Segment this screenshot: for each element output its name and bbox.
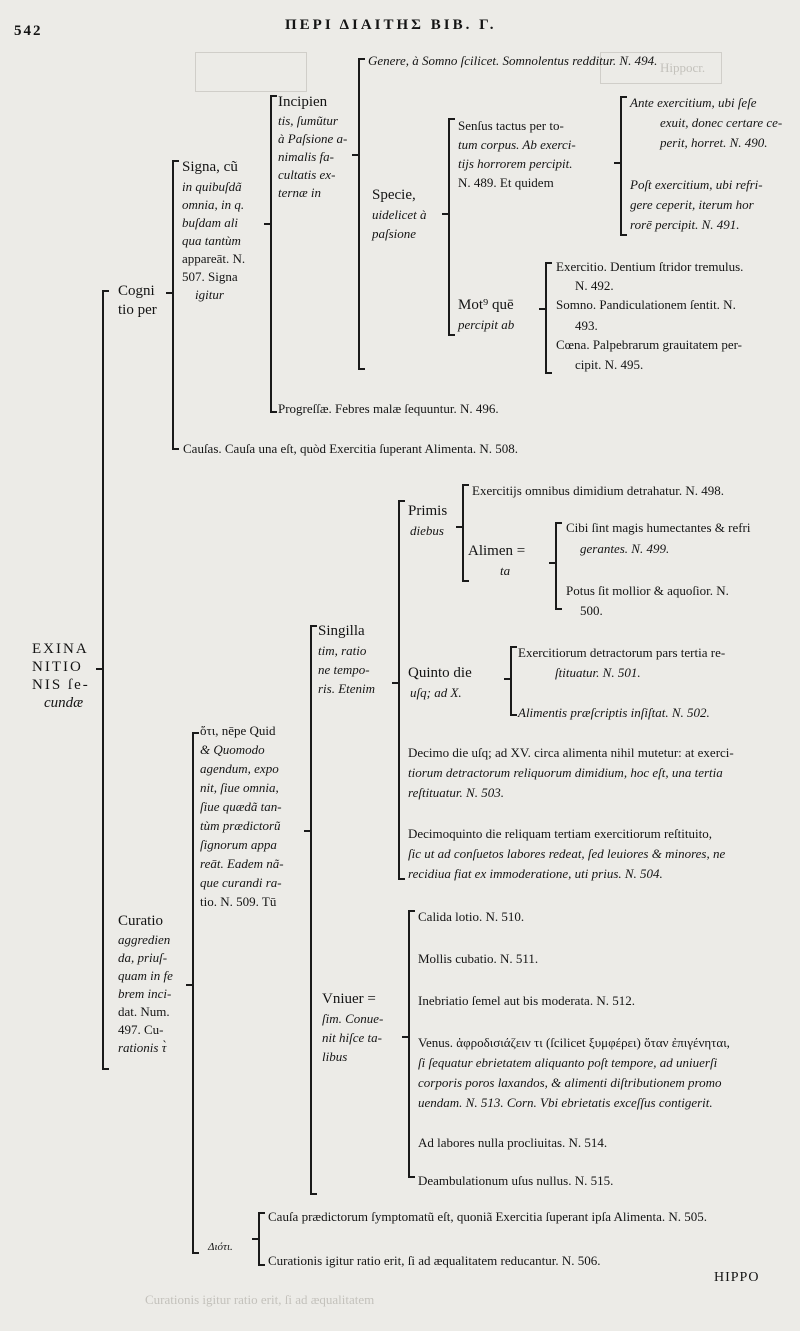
primis-brace	[462, 484, 464, 582]
signa-brace	[270, 95, 272, 413]
causas-text: Cauſas. Cauſa una eſt, quòd Exercitia ſuperant Alimenta. N. 508.	[183, 441, 519, 456]
progressae-text: Progreſſæ. Febres malæ ſequuntur. N. 496.	[278, 401, 499, 416]
curatio-brace	[192, 732, 194, 1254]
mollis-text: Mollis cubatio. N. 511.	[418, 951, 539, 966]
labores-text: Ad labores nulla procliuitas. N. 514.	[418, 1135, 608, 1150]
alimenta-brace	[555, 522, 557, 610]
exercitijs-text: Exercitijs omnibus dimidium detrahatur. N. 498.	[472, 483, 725, 498]
sensus-brace	[620, 96, 622, 236]
bleed-through-text: Hippocr.	[660, 60, 706, 75]
bleed-through-box	[195, 52, 307, 92]
bleed-through-text: Curationis igitur ratio erit, ſi ad æqualitatem	[145, 1292, 375, 1307]
inebriatio-text: Inebriatio ſemel aut bis moderata. N. 512.	[418, 993, 635, 1008]
calida-text: Calida lotio. N. 510.	[418, 909, 525, 924]
motus-brace	[545, 262, 547, 374]
singillatim-brace	[398, 500, 400, 880]
dioti-curationis-text: Curationis igitur ratio erit, ſi ad æqualitatem reducantur. N. 506.	[268, 1253, 601, 1268]
dioti-brace	[258, 1212, 260, 1266]
book-page: Hippocr. Curationis igitur ratio erit, ſi ad æqualitatem 542 ΠΕΡΙ ΔΙΑΙΤΗΣ ΒΙΒ. Γ. EXINA NITIO NIS ſe- cundæ Cogni tio per Signa, cũ in quibuſdã omnia, in q. buſdam ali qua tantùm appareāt. N. 507. Signa igitur Incipien tis, ſumũtur à Paſsione a- nimalis fa- cultatis ex- ternæ in Genere, à Somno ſcilicet. Somnolentus redditur. N. 494. Specie, uidelicet à paſsione Senſus tactus per to- tum corpus. Ab exerci- tijs horrorem percipit. N. 489. Et quidem Ante exercitium, ubi ſeſe exuit, donec certare ce- perit, horret. N. 490. Poſt exercitium, ubi refri- gere ceperit, iterum hor rorē percipit. N. 491. Mot⁹ quē percipit ab Exercitio. Dentium ſtridor tremulus. N. 492. Somno. Pandiculationem ſentit. N. 493. Cœna. Palpebrarum grauitatem per- cipit. N. 495. Progreſſæ. Febres malæ ſequuntur. N. 496. Cauſas. Cauſa una eſt, quòd Exercitia ſuperant Alimenta. N. 508. Curatio aggredien da, priuſ- quam in fe brem inci- dat. Num. 497. Cu- rationis τ̀ ὅτι, nēpe Quid & Quomodo agendum, expo nit, ſiue omnia, ſiue quædã tan- tùm prædictorũ ſignorum appa reāt. Eadem nã- que curandi ra- tio. N. 509. Tū Singilla tim, ratio ne tempo- ris. Etenim Primis diebus Exercitijs omnibus dimidium detrahatur. N. 498. Alimen = ta Cibi ſint magis humectantes & refri gerantes. N. 499. Potus ſit mollior & aquoſior. N. 500. Quinto die uſq; ad X. Exercitiorum detractorum pars tertia re- ſtituatur. N. 501. Alimentis præſcriptis inſiſtat. N. 502. Decimo die uſq; ad XV. circa alimenta nihil mutetur: at exerci- tiorum detractorum reliquorum dimidium, hoc eſt, una tertia reſtituatur. N. 503. Decimoquinto die reliquam tertiam exercitiorum reſtituito, ſic ut ad conſuetos labores redeat, ſed leuiores & minores, ne recidiua fiat ex immoderatione, uti prius. N. 504. Vniuer = ſim. Conue- nit hiſce ta- libus Calida lotio. N. 510. Mollis cubatio. N. 511. Inebriatio ſemel aut bis moderata. N. 512. Venus. ἀφροδισιάζειν τι (ſcilicet ξυμφέρει) ὅταν ἐπιγένηται, ſi ſequatur ebrietatem aliquanto poſt tempore, ad uniuerſi corporis poros laxandos, & alimenti diſtributionem promo uendam. N. 513. Corn. Vbi ebrietatis exceſſus contigerit. Ad labores nulla procliuitas. N. 514. Deambulationum uſus nullus. N. 515. Διότι. Cauſa prædictorum ſymptomatũ eſt, quoniã Exercitia ſuperant ipſa Alimenta. N. 505. Curationis igitur ratio erit, ſi ad æqualitatem reducantur. N. 506. HIPPO	[0, 0, 800, 1331]
genere-text: Genere, à Somno ſcilicet. Somnolentus redditur. N. 494.	[368, 53, 658, 68]
universim-brace	[408, 910, 410, 1178]
quinto-brace	[510, 646, 512, 716]
incipientis-brace	[358, 58, 360, 370]
running-title: ΠΕΡΙ ΔΙΑΙΤΗΣ ΒΙΒ. Γ.	[285, 17, 497, 33]
deambulationum-text: Deambulationum uſus nullus. N. 515.	[418, 1173, 614, 1188]
cognitio-brace	[172, 160, 174, 450]
catchword: HIPPO	[714, 1270, 760, 1285]
oti-brace	[310, 625, 312, 1195]
dioti-causa-text: Cauſa prædictorum ſymptomatũ eſt, quoniã Exercitia ſuperant ipſa Alimenta. N. 505.	[268, 1209, 708, 1224]
alimentis-text: Alimentis præſcriptis inſiſtat. N. 502.	[518, 705, 710, 720]
dioti-label: Διότι.	[208, 1241, 233, 1253]
page-number: 542	[14, 23, 43, 39]
specie-brace	[448, 118, 450, 336]
root-brace	[102, 290, 104, 1070]
